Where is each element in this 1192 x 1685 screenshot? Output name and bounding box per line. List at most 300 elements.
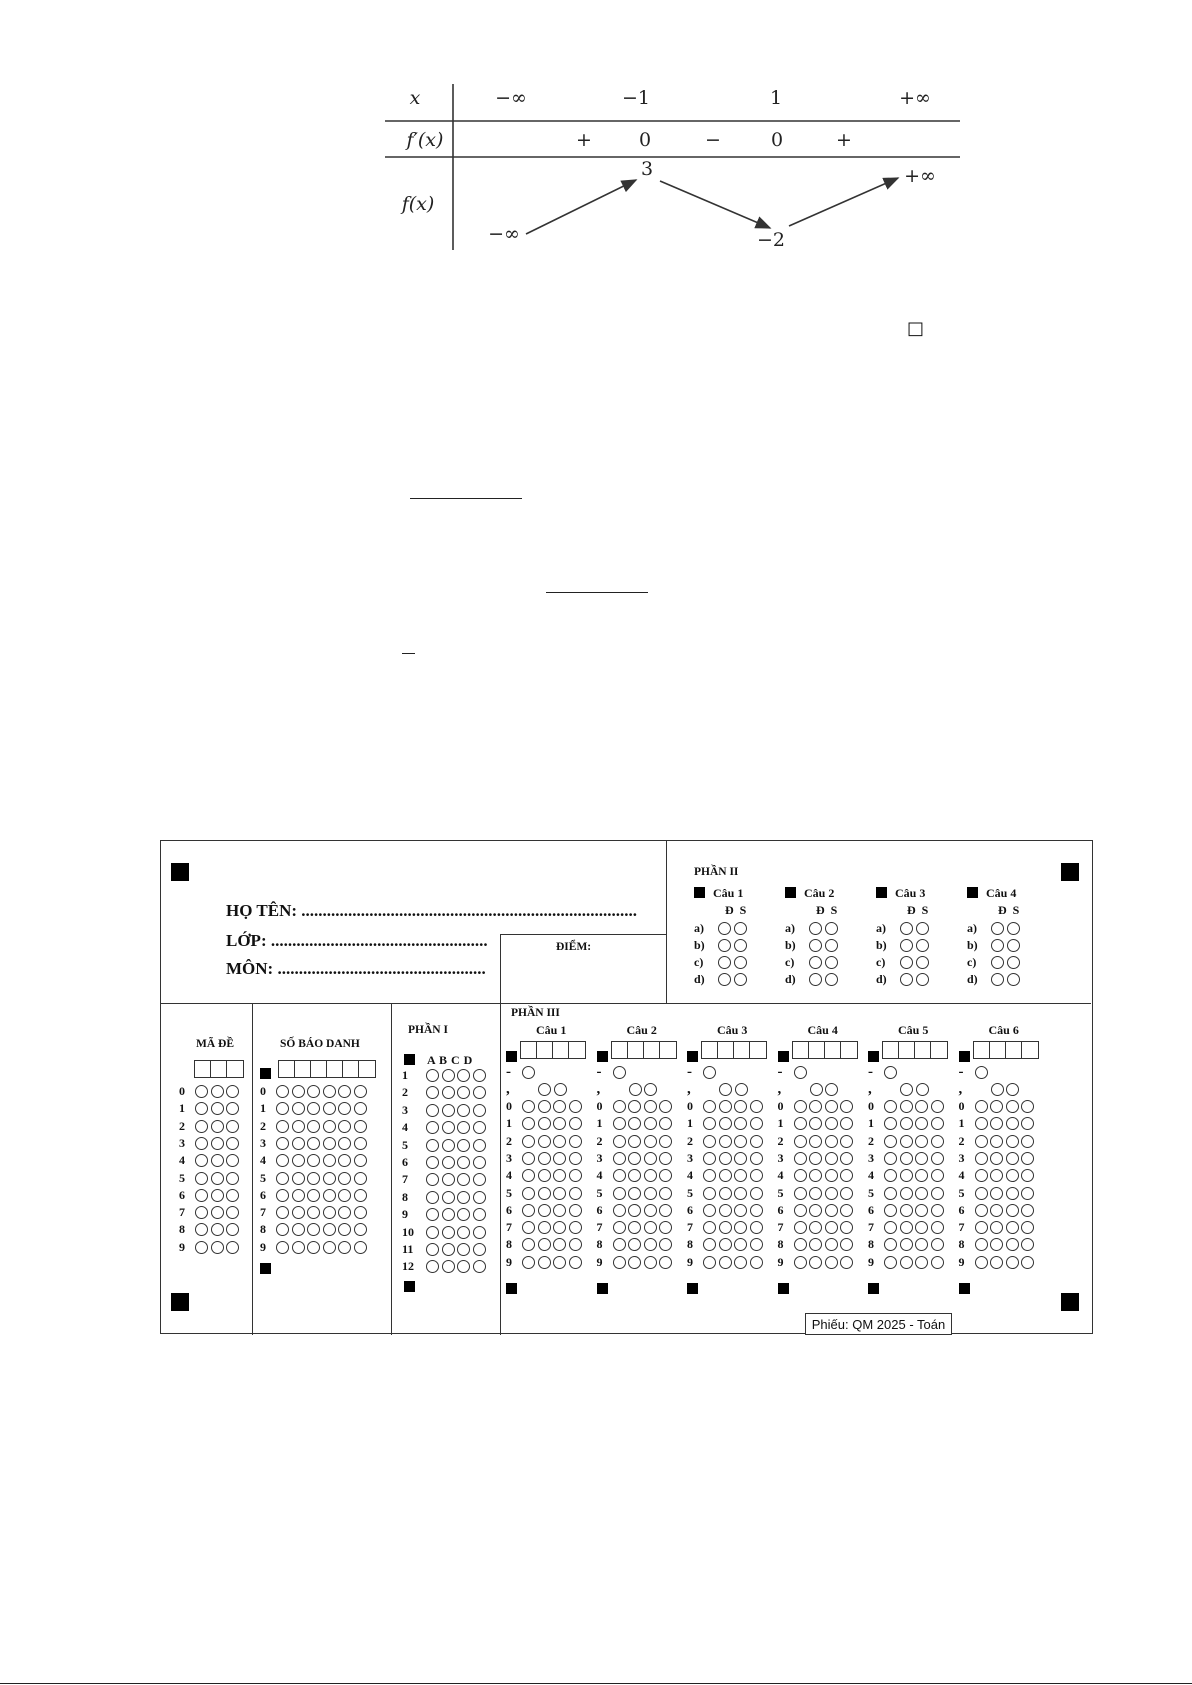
comma-bubble[interactable] [554,1083,567,1096]
phan1-bubble[interactable] [426,1191,439,1204]
phan3-bubble[interactable] [569,1238,582,1251]
phan3-bubble[interactable] [990,1169,1003,1182]
comma-bubble[interactable] [719,1083,732,1096]
answer-bubble[interactable] [916,922,929,935]
sbd-bubble[interactable] [354,1189,367,1202]
phan1-bubble[interactable] [442,1156,455,1169]
phan1-bubble[interactable] [426,1226,439,1239]
sbd-bubble[interactable] [338,1241,351,1254]
phan3-bubble[interactable] [990,1135,1003,1148]
answer-bubble[interactable] [991,973,1004,986]
phan3-bubble[interactable] [840,1117,853,1130]
sbd-bubble[interactable] [276,1241,289,1254]
answer-bubble[interactable] [916,956,929,969]
phan3-bubble[interactable] [900,1221,913,1234]
answer-bubble[interactable] [825,956,838,969]
phan3-bubble[interactable] [659,1169,672,1182]
phan3-bubble[interactable] [628,1152,641,1165]
answer-bubble[interactable] [809,973,822,986]
phan3-bubble[interactable] [628,1204,641,1217]
phan3-bubble[interactable] [659,1256,672,1269]
sbd-bubble[interactable] [276,1154,289,1167]
sbd-bubble[interactable] [276,1102,289,1115]
phan3-bubble[interactable] [1021,1152,1034,1165]
phan3-bubble[interactable] [522,1187,535,1200]
sbd-bubble[interactable] [354,1223,367,1236]
phan3-bubble[interactable] [1006,1152,1019,1165]
phan3-bubble[interactable] [840,1204,853,1217]
phan3-bubble[interactable] [750,1135,763,1148]
sbd-bubble[interactable] [292,1154,305,1167]
phan3-bubble[interactable] [900,1117,913,1130]
phan3-bubble[interactable] [809,1221,822,1234]
phan3-bubble[interactable] [1006,1135,1019,1148]
phan3-bubble[interactable] [703,1169,716,1182]
phan3-bubble[interactable] [750,1238,763,1251]
phan3-bubble[interactable] [900,1256,913,1269]
phan3-answer-boxes[interactable] [520,1041,586,1059]
phan3-bubble[interactable] [990,1221,1003,1234]
sbd-bubble[interactable] [338,1189,351,1202]
phan3-bubble[interactable] [644,1187,657,1200]
ma-de-bubble[interactable] [211,1223,224,1236]
phan3-bubble[interactable] [915,1187,928,1200]
phan3-bubble[interactable] [931,1100,944,1113]
phan3-bubble[interactable] [719,1238,732,1251]
sbd-bubble[interactable] [276,1137,289,1150]
answer-bubble[interactable] [809,956,822,969]
ma-de-bubble[interactable] [211,1241,224,1254]
phan3-bubble[interactable] [794,1135,807,1148]
phan1-bubble[interactable] [442,1121,455,1134]
ma-de-bubble[interactable] [226,1172,239,1185]
phan3-bubble[interactable] [628,1221,641,1234]
minus-bubble[interactable] [522,1066,535,1079]
phan3-bubble[interactable] [644,1169,657,1182]
phan3-bubble[interactable] [900,1100,913,1113]
phan3-bubble[interactable] [794,1152,807,1165]
sbd-bubble[interactable] [323,1137,336,1150]
phan3-bubble[interactable] [538,1204,551,1217]
sbd-bubble[interactable] [354,1120,367,1133]
phan3-bubble[interactable] [794,1117,807,1130]
answer-bubble[interactable] [1007,939,1020,952]
phan3-bubble[interactable] [569,1152,582,1165]
sbd-bubble[interactable] [292,1189,305,1202]
sbd-bubble[interactable] [323,1241,336,1254]
phan3-bubble[interactable] [1006,1169,1019,1182]
phan3-bubble[interactable] [734,1135,747,1148]
phan3-bubble[interactable] [1021,1169,1034,1182]
answer-bubble[interactable] [734,956,747,969]
phan3-bubble[interactable] [884,1152,897,1165]
phan3-bubble[interactable] [840,1152,853,1165]
phan3-bubble[interactable] [750,1152,763,1165]
phan3-bubble[interactable] [900,1152,913,1165]
phan3-bubble[interactable] [1021,1187,1034,1200]
ma-de-bubble[interactable] [195,1085,208,1098]
sbd-bubble[interactable] [307,1172,320,1185]
phan3-bubble[interactable] [825,1204,838,1217]
minus-bubble[interactable] [884,1066,897,1079]
phan1-bubble[interactable] [457,1121,470,1134]
phan3-bubble[interactable] [719,1117,732,1130]
phan3-bubble[interactable] [613,1204,626,1217]
ma-de-bubble[interactable] [211,1189,224,1202]
ma-de-bubble[interactable] [195,1137,208,1150]
phan3-bubble[interactable] [1006,1187,1019,1200]
sbd-bubble[interactable] [292,1241,305,1254]
sbd-bubble[interactable] [307,1206,320,1219]
phan3-bubble[interactable] [1021,1256,1034,1269]
phan3-bubble[interactable] [931,1187,944,1200]
sbd-bubble[interactable] [338,1172,351,1185]
sbd-bubble[interactable] [323,1172,336,1185]
phan3-bubble[interactable] [613,1100,626,1113]
phan3-bubble[interactable] [900,1169,913,1182]
phan3-bubble[interactable] [840,1187,853,1200]
phan3-bubble[interactable] [644,1152,657,1165]
phan3-bubble[interactable] [809,1169,822,1182]
phan3-bubble[interactable] [522,1204,535,1217]
phan3-bubble[interactable] [659,1221,672,1234]
ma-de-bubble[interactable] [211,1154,224,1167]
phan3-bubble[interactable] [659,1100,672,1113]
answer-bubble[interactable] [991,939,1004,952]
phan3-bubble[interactable] [613,1152,626,1165]
phan3-bubble[interactable] [538,1221,551,1234]
phan3-bubble[interactable] [1021,1135,1034,1148]
answer-bubble[interactable] [809,939,822,952]
phan3-bubble[interactable] [522,1221,535,1234]
phan3-bubble[interactable] [840,1135,853,1148]
phan3-bubble[interactable] [975,1169,988,1182]
sbd-bubble[interactable] [323,1206,336,1219]
sbd-bubble[interactable] [354,1085,367,1098]
phan3-bubble[interactable] [703,1135,716,1148]
phan3-bubble[interactable] [569,1169,582,1182]
phan3-bubble[interactable] [840,1256,853,1269]
sbd-bubble[interactable] [354,1137,367,1150]
phan3-bubble[interactable] [659,1152,672,1165]
ma-de-bubble[interactable] [195,1172,208,1185]
phan3-bubble[interactable] [719,1100,732,1113]
phan3-bubble[interactable] [931,1204,944,1217]
phan3-bubble[interactable] [1006,1256,1019,1269]
phan3-bubble[interactable] [538,1152,551,1165]
phan3-bubble[interactable] [975,1117,988,1130]
phan3-bubble[interactable] [794,1100,807,1113]
phan3-bubble[interactable] [734,1204,747,1217]
phan3-bubble[interactable] [538,1135,551,1148]
phan3-bubble[interactable] [1021,1204,1034,1217]
sbd-bubble[interactable] [323,1154,336,1167]
phan3-bubble[interactable] [809,1204,822,1217]
ma-de-bubble[interactable] [226,1120,239,1133]
ho-ten-field[interactable] [226,901,637,921]
sbd-bubble[interactable] [292,1223,305,1236]
sbd-bubble[interactable] [292,1085,305,1098]
phan1-bubble[interactable] [473,1260,486,1273]
phan3-bubble[interactable] [553,1256,566,1269]
sbd-bubble[interactable] [307,1102,320,1115]
phan3-bubble[interactable] [522,1256,535,1269]
phan3-bubble[interactable] [1006,1238,1019,1251]
phan3-bubble[interactable] [931,1152,944,1165]
minus-bubble[interactable] [703,1066,716,1079]
phan3-bubble[interactable] [553,1117,566,1130]
phan3-bubble[interactable] [538,1187,551,1200]
phan3-bubble[interactable] [538,1117,551,1130]
phan3-bubble[interactable] [975,1238,988,1251]
phan3-bubble[interactable] [613,1221,626,1234]
phan3-bubble[interactable] [794,1221,807,1234]
answer-bubble[interactable] [1007,922,1020,935]
phan3-bubble[interactable] [990,1187,1003,1200]
sbd-bubble[interactable] [307,1223,320,1236]
phan1-bubble[interactable] [457,1208,470,1221]
phan3-bubble[interactable] [703,1152,716,1165]
phan3-bubble[interactable] [825,1256,838,1269]
phan3-bubble[interactable] [915,1221,928,1234]
sbd-bubble[interactable] [292,1137,305,1150]
answer-bubble[interactable] [825,922,838,935]
phan3-bubble[interactable] [915,1135,928,1148]
sbd-bubble[interactable] [338,1206,351,1219]
phan3-bubble[interactable] [750,1204,763,1217]
comma-bubble[interactable] [735,1083,748,1096]
phan3-bubble[interactable] [719,1152,732,1165]
minus-bubble[interactable] [613,1066,626,1079]
phan1-bubble[interactable] [473,1104,486,1117]
phan3-bubble[interactable] [900,1135,913,1148]
answer-bubble[interactable] [718,973,731,986]
sbd-bubble[interactable] [292,1172,305,1185]
phan3-bubble[interactable] [538,1256,551,1269]
sbd-bubble[interactable] [338,1223,351,1236]
phan1-bubble[interactable] [457,1104,470,1117]
phan3-bubble[interactable] [734,1152,747,1165]
phan3-bubble[interactable] [884,1204,897,1217]
phan1-bubble[interactable] [457,1139,470,1152]
phan1-bubble[interactable] [457,1173,470,1186]
phan1-bubble[interactable] [473,1173,486,1186]
sbd-bubble[interactable] [323,1189,336,1202]
phan3-bubble[interactable] [569,1187,582,1200]
phan3-bubble[interactable] [734,1256,747,1269]
phan1-bubble[interactable] [457,1243,470,1256]
phan3-bubble[interactable] [734,1187,747,1200]
phan3-answer-boxes[interactable] [701,1041,767,1059]
phan3-bubble[interactable] [719,1256,732,1269]
sbd-bubble[interactable] [338,1102,351,1115]
phan3-bubble[interactable] [915,1152,928,1165]
sbd-bubble[interactable] [307,1137,320,1150]
phan3-bubble[interactable] [975,1256,988,1269]
phan1-bubble[interactable] [442,1226,455,1239]
phan3-bubble[interactable] [628,1169,641,1182]
phan3-bubble[interactable] [750,1100,763,1113]
sbd-bubble[interactable] [354,1102,367,1115]
phan3-bubble[interactable] [915,1256,928,1269]
phan3-bubble[interactable] [915,1117,928,1130]
phan3-bubble[interactable] [569,1256,582,1269]
phan1-bubble[interactable] [426,1260,439,1273]
phan3-bubble[interactable] [644,1221,657,1234]
phan3-bubble[interactable] [809,1117,822,1130]
phan3-bubble[interactable] [825,1169,838,1182]
sbd-bubble[interactable] [292,1206,305,1219]
answer-bubble[interactable] [734,973,747,986]
phan3-bubble[interactable] [553,1169,566,1182]
phan3-bubble[interactable] [644,1238,657,1251]
ma-de-bubble[interactable] [226,1223,239,1236]
phan3-bubble[interactable] [522,1100,535,1113]
ma-de-boxes[interactable] [194,1060,244,1078]
sbd-bubble[interactable] [338,1085,351,1098]
sbd-bubble[interactable] [292,1102,305,1115]
phan1-bubble[interactable] [426,1139,439,1152]
phan3-bubble[interactable] [1006,1221,1019,1234]
comma-bubble[interactable] [825,1083,838,1096]
phan3-bubble[interactable] [734,1100,747,1113]
phan3-bubble[interactable] [522,1169,535,1182]
phan3-bubble[interactable] [703,1221,716,1234]
sbd-bubble[interactable] [307,1241,320,1254]
comma-bubble[interactable] [1006,1083,1019,1096]
phan3-bubble[interactable] [553,1100,566,1113]
phan3-bubble[interactable] [553,1221,566,1234]
sbd-bubble[interactable] [276,1085,289,1098]
answer-bubble[interactable] [809,922,822,935]
sbd-bubble[interactable] [338,1120,351,1133]
phan3-bubble[interactable] [628,1256,641,1269]
phan3-bubble[interactable] [1021,1221,1034,1234]
phan1-bubble[interactable] [442,1139,455,1152]
phan3-bubble[interactable] [825,1238,838,1251]
phan1-bubble[interactable] [442,1173,455,1186]
phan3-bubble[interactable] [628,1100,641,1113]
phan3-bubble[interactable] [884,1169,897,1182]
phan3-bubble[interactable] [750,1256,763,1269]
answer-bubble[interactable] [900,922,913,935]
sbd-bubble[interactable] [276,1172,289,1185]
phan3-bubble[interactable] [1021,1100,1034,1113]
ma-de-bubble[interactable] [195,1206,208,1219]
phan3-bubble[interactable] [644,1204,657,1217]
phan3-bubble[interactable] [1021,1117,1034,1130]
sbd-bubble[interactable] [323,1120,336,1133]
ma-de-bubble[interactable] [211,1120,224,1133]
ma-de-bubble[interactable] [211,1085,224,1098]
comma-bubble[interactable] [810,1083,823,1096]
sbd-bubble[interactable] [276,1189,289,1202]
ma-de-bubble[interactable] [226,1137,239,1150]
phan3-bubble[interactable] [794,1187,807,1200]
phan3-bubble[interactable] [809,1135,822,1148]
sbd-bubble[interactable] [354,1154,367,1167]
sbd-bubble[interactable] [354,1241,367,1254]
phan3-bubble[interactable] [990,1204,1003,1217]
phan3-bubble[interactable] [794,1204,807,1217]
phan1-bubble[interactable] [442,1069,455,1082]
phan1-bubble[interactable] [457,1226,470,1239]
sbd-bubble[interactable] [307,1189,320,1202]
phan3-bubble[interactable] [613,1117,626,1130]
sbd-bubble[interactable] [276,1223,289,1236]
phan3-bubble[interactable] [569,1100,582,1113]
phan1-bubble[interactable] [426,1086,439,1099]
phan1-bubble[interactable] [473,1156,486,1169]
answer-bubble[interactable] [718,922,731,935]
phan3-bubble[interactable] [975,1187,988,1200]
phan3-bubble[interactable] [900,1204,913,1217]
phan3-bubble[interactable] [884,1135,897,1148]
phan1-bubble[interactable] [457,1156,470,1169]
phan3-bubble[interactable] [990,1100,1003,1113]
comma-bubble[interactable] [629,1083,642,1096]
phan3-bubble[interactable] [931,1135,944,1148]
phan3-bubble[interactable] [884,1187,897,1200]
phan3-bubble[interactable] [1021,1238,1034,1251]
phan3-bubble[interactable] [825,1100,838,1113]
phan1-bubble[interactable] [457,1260,470,1273]
phan1-bubble[interactable] [457,1086,470,1099]
sbd-bubble[interactable] [307,1085,320,1098]
phan3-answer-boxes[interactable] [611,1041,677,1059]
phan1-bubble[interactable] [473,1121,486,1134]
sbd-bubble[interactable] [276,1120,289,1133]
answer-bubble[interactable] [916,973,929,986]
phan1-bubble[interactable] [442,1086,455,1099]
phan3-bubble[interactable] [613,1256,626,1269]
phan3-bubble[interactable] [900,1238,913,1251]
phan3-bubble[interactable] [719,1204,732,1217]
phan3-bubble[interactable] [569,1221,582,1234]
phan3-bubble[interactable] [809,1187,822,1200]
sbd-bubble[interactable] [276,1206,289,1219]
phan3-answer-boxes[interactable] [792,1041,858,1059]
answer-bubble[interactable] [734,939,747,952]
phan3-bubble[interactable] [644,1117,657,1130]
phan3-answer-boxes[interactable] [973,1041,1039,1059]
phan1-bubble[interactable] [426,1069,439,1082]
answer-bubble[interactable] [718,956,731,969]
ma-de-bubble[interactable] [226,1085,239,1098]
sbd-bubble[interactable] [338,1137,351,1150]
phan1-bubble[interactable] [426,1173,439,1186]
phan3-bubble[interactable] [553,1135,566,1148]
phan3-bubble[interactable] [1006,1100,1019,1113]
phan3-bubble[interactable] [825,1135,838,1148]
phan1-bubble[interactable] [473,1191,486,1204]
phan3-answer-boxes[interactable] [882,1041,948,1059]
phan3-bubble[interactable] [569,1135,582,1148]
phan3-bubble[interactable] [734,1117,747,1130]
phan3-bubble[interactable] [719,1221,732,1234]
phan3-bubble[interactable] [840,1238,853,1251]
phan3-bubble[interactable] [794,1256,807,1269]
phan3-bubble[interactable] [644,1256,657,1269]
phan3-bubble[interactable] [703,1117,716,1130]
answer-bubble[interactable] [900,939,913,952]
phan3-bubble[interactable] [990,1117,1003,1130]
phan1-bubble[interactable] [426,1121,439,1134]
phan3-bubble[interactable] [522,1117,535,1130]
phan3-bubble[interactable] [975,1204,988,1217]
phan3-bubble[interactable] [931,1238,944,1251]
phan3-bubble[interactable] [931,1117,944,1130]
